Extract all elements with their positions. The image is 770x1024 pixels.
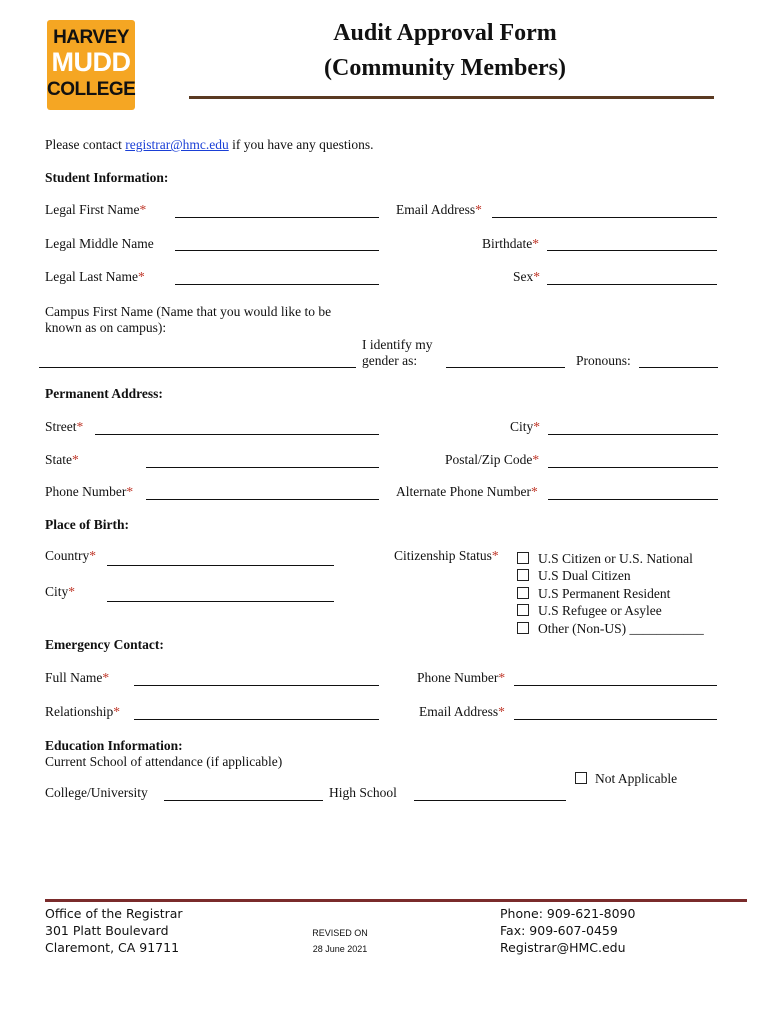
postal-code-field[interactable]	[548, 467, 718, 468]
emergency-contact-heading: Emergency Contact:	[45, 637, 164, 652]
state-label: State*	[45, 452, 79, 467]
contact-suffix: if you have any questions.	[228, 137, 374, 152]
contact-prefix: Please contact	[45, 137, 126, 152]
current-school-label: Current School of attendance (if applicable)	[45, 754, 283, 769]
email-address-field[interactable]	[492, 217, 717, 218]
legal-last-name-field[interactable]	[175, 284, 379, 285]
dual-citizen-option-label: U.S Dual Citizen	[538, 568, 631, 583]
contact-line	[45, 137, 373, 153]
form-title: Audit Approval Form	[333, 20, 557, 46]
email-address-label: Email Address*	[396, 202, 482, 217]
phone-number-label: Phone Number*	[45, 484, 134, 499]
gender-label-line-1: I identify my	[362, 337, 433, 352]
permanent-resident-option-label: U.S Permanent Resident	[538, 586, 671, 601]
emergency-email-field[interactable]	[514, 719, 717, 720]
other-non-us-option-label: Other (Non-US) ___________	[538, 621, 704, 636]
form-subtitle: (Community Members)	[324, 55, 566, 81]
relationship-field[interactable]	[134, 719, 379, 720]
birth-city-label: City*	[45, 584, 76, 599]
high-school-field[interactable]	[414, 800, 566, 801]
footer-address	[45, 905, 183, 956]
registrar-street: 301 Platt Boulevard	[45, 923, 169, 938]
logo-line-2: MUDD	[51, 47, 131, 77]
citizen-option-label: U.S Citizen or U.S. National	[538, 551, 693, 566]
campus-name-label-line-2: known as on campus):	[45, 320, 167, 335]
registrar-fax: Fax: 909-607-0459	[500, 923, 618, 938]
street-field[interactable]	[95, 434, 379, 435]
permanent-resident-checkbox[interactable]	[517, 587, 529, 599]
title-divider	[189, 96, 714, 99]
sex-field[interactable]	[547, 284, 717, 285]
registrar-email-link[interactable]: registrar@hmc.edu	[125, 137, 229, 152]
phone-number-field[interactable]	[146, 499, 379, 500]
registrar-city: Claremont, CA 91711	[45, 940, 180, 955]
registrar-email: Registrar@HMC.edu	[500, 940, 626, 955]
emergency-phone-field[interactable]	[514, 685, 717, 686]
alternate-phone-label: Alternate Phone Number*	[396, 484, 538, 499]
country-label: Country*	[45, 548, 97, 563]
not-applicable-label: Not Applicable	[595, 771, 678, 786]
birthdate-field[interactable]	[547, 250, 717, 251]
other-non-us-checkbox[interactable]	[517, 622, 529, 634]
logo-line-1: HARVEY	[53, 27, 129, 48]
birthdate-label: Birthdate*	[482, 236, 539, 251]
registrar-office: Office of the Registrar	[45, 906, 183, 921]
gender-label-line-2: gender as:	[362, 353, 418, 368]
alternate-phone-field[interactable]	[548, 499, 718, 500]
address-city-label: City*	[510, 419, 541, 434]
logo-line-3: COLLEGE	[47, 79, 136, 100]
sex-label: Sex*	[513, 269, 540, 284]
place-of-birth-heading: Place of Birth:	[45, 517, 129, 532]
pronouns-field[interactable]	[639, 367, 718, 368]
legal-middle-name-field[interactable]	[175, 250, 379, 251]
legal-last-name-label: Legal Last Name*	[45, 269, 145, 284]
gender-identity-field[interactable]	[446, 367, 565, 368]
pronouns-label: Pronouns:	[576, 353, 631, 368]
state-field[interactable]	[146, 467, 379, 468]
footer-contact	[500, 905, 635, 956]
permanent-address-heading: Permanent Address:	[45, 386, 163, 401]
refugee-asylee-checkbox[interactable]	[517, 604, 529, 616]
revised-label: REVISED ON	[312, 928, 368, 938]
emergency-full-name-label: Full Name*	[45, 670, 110, 685]
birth-city-field[interactable]	[107, 601, 334, 602]
refugee-asylee-option-label: U.S Refugee or Asylee	[538, 603, 662, 618]
legal-first-name-label: Legal First Name*	[45, 202, 147, 217]
street-label: Street*	[45, 419, 84, 434]
revised-date: 28 June 2021	[312, 944, 368, 954]
high-school-label: High School	[329, 785, 397, 800]
citizen-checkbox[interactable]	[517, 552, 529, 564]
emergency-phone-label: Phone Number*	[417, 670, 506, 685]
emergency-full-name-field[interactable]	[134, 685, 379, 686]
education-heading: Education Information:	[45, 738, 183, 753]
not-applicable-checkbox[interactable]	[575, 772, 587, 784]
college-university-label: College/University	[45, 785, 148, 800]
legal-middle-name-label: Legal Middle Name	[45, 236, 154, 251]
campus-name-field[interactable]	[39, 367, 356, 368]
footer-divider	[45, 899, 747, 902]
dual-citizen-checkbox[interactable]	[517, 569, 529, 581]
campus-name-label-line-1: Campus First Name (Name that you would like to be	[45, 304, 332, 319]
emergency-email-label: Email Address*	[419, 704, 505, 719]
address-city-field[interactable]	[548, 434, 718, 435]
country-field[interactable]	[107, 565, 334, 566]
college-university-field[interactable]	[164, 800, 323, 801]
student-info-heading: Student Information:	[45, 170, 169, 185]
citizenship-status-label: Citizenship Status*	[394, 548, 499, 563]
legal-first-name-field[interactable]	[175, 217, 379, 218]
harvey-mudd-logo	[47, 20, 135, 110]
registrar-phone: Phone: 909-621-8090	[500, 906, 636, 921]
relationship-label: Relationship*	[45, 704, 120, 719]
postal-code-label: Postal/Zip Code*	[445, 452, 540, 467]
